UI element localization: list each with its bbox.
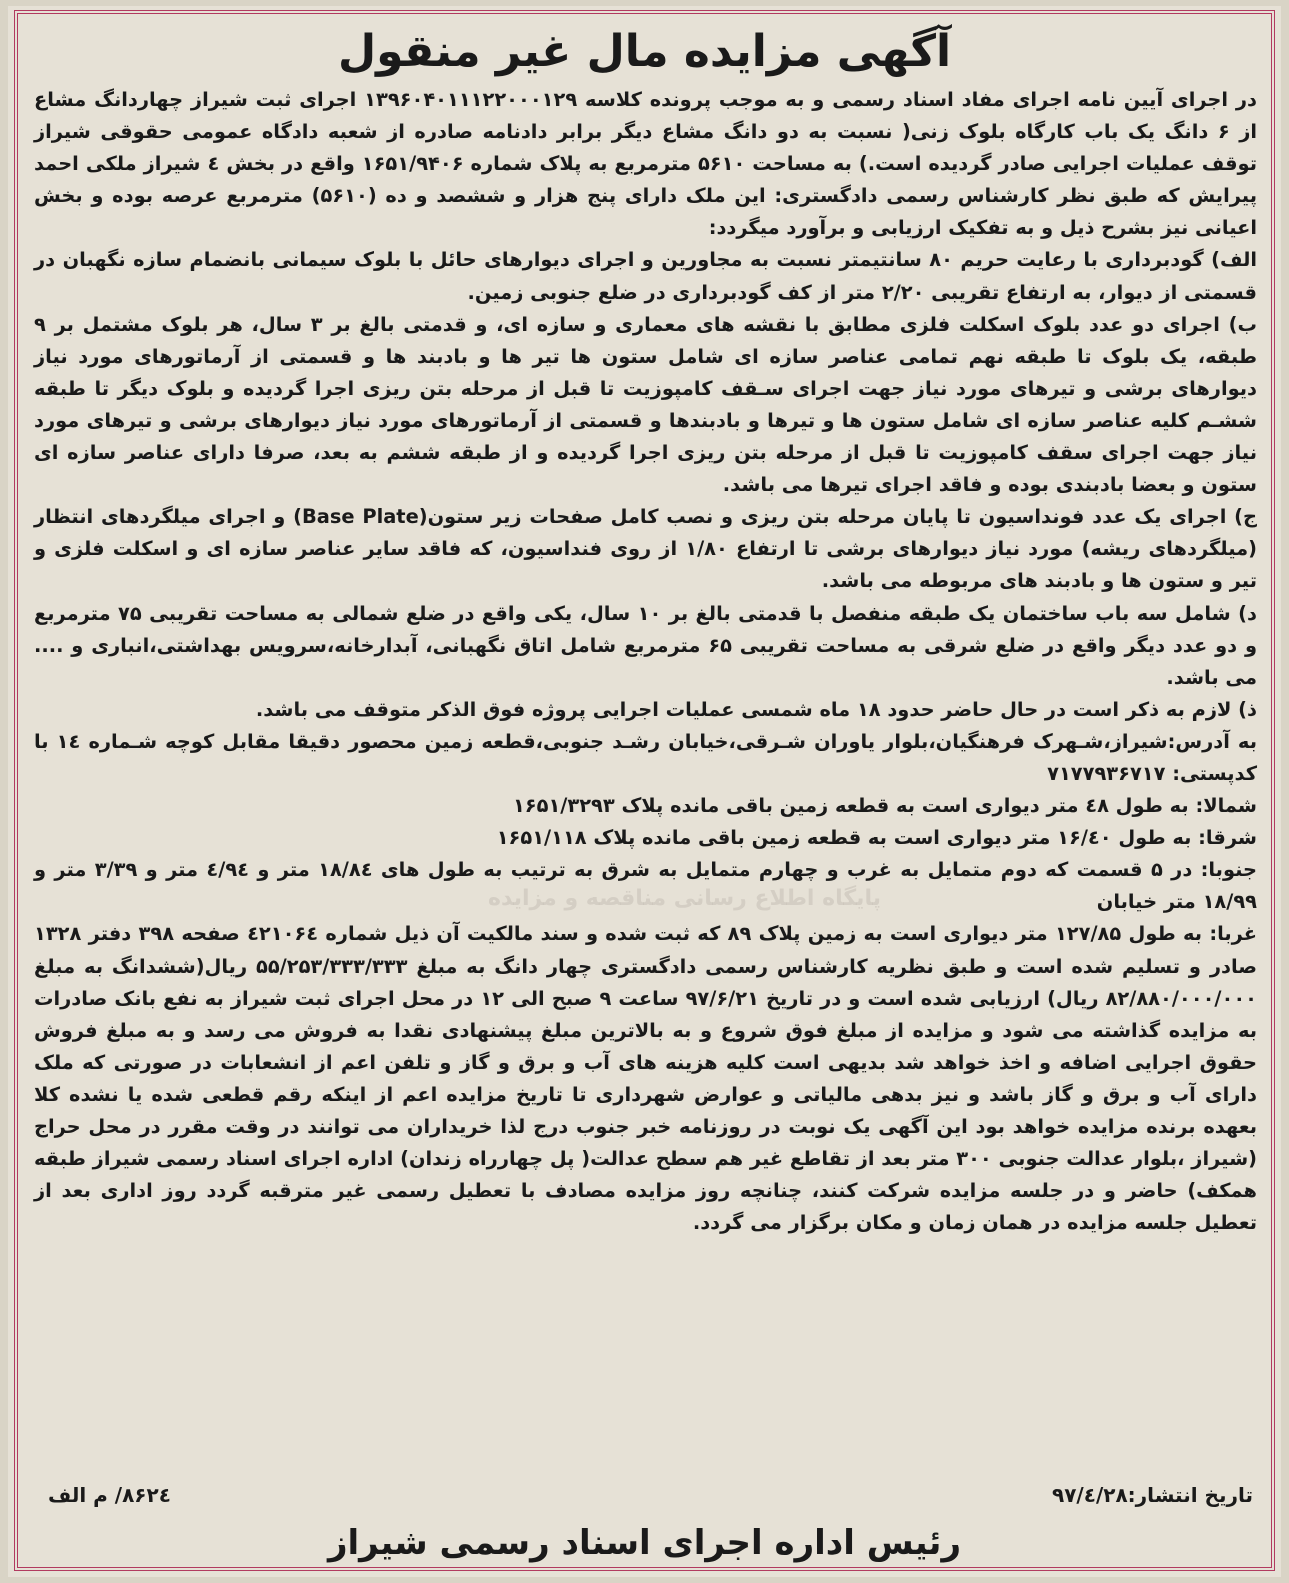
ad-code: ۸۶۲٤/ م الف	[48, 1483, 171, 1507]
newspaper-clipping	[8, 6, 1281, 1577]
boundary-east: شرقا: به طول ۱۶/٤٠ متر دیواری است به قطعه زمین باقی مانده پلاک ۱۶۵۱/۱۱۸	[496, 826, 1257, 850]
paragraph-address: به آدرس:شیراز،شـهرک فرهنگیان،بلوار یاوران شـرقی،خیابان رشـد جنوبی،قطعه زمین محصور دقیقا مقابل کوچه شـماره ١٤ با کدپستی: ۷۱۷۷۹۳۶۷۱۷	[34, 729, 1257, 785]
signature-line: رئیس اداره اجرای اسناد رسمی شیراز	[327, 1523, 962, 1563]
boundary-north: شمالا: به طول ٤٨ متر دیواری است به قطعه زمین باقی مانده پلاک ۱۶۵۱/۳۲۹۳	[512, 794, 1257, 818]
boundary-west-and-terms: غربا: به طول ۱۲۷/۸۵ متر دیواری است به زمین پلاک ۸۹ که ثبت شده و سند مالکیت آن ذیل شماره ٤۲۱۰۶٤ صفحه ۳۹۸ دفتر ۱۳۲۸ صادر و تسلیم شده است و طبق نظریه کارشناس رسمی دادگستری چهار دانگ به مبلغ ۵۵/۲۵۳/۳۳۳/۳۳۳ ریال(ششدانگ به مبلغ ۸۲/۸۸۰/۰۰۰/۰۰۰ ریال) ارزیابی شده است و در تاریخ ۹۷/۶/۲۱ ساعت ۹ صبح الی ۱۲ در محل اجرای ثبت شیراز به نفع بانک صادرات به مزایده گذاشته می شود و مزایده از مبلغ فوق شروع و به بالاترین مبلغ پیشنهادی نقدا به فروش می رسد و به مبلغ فروش حقوق اجرایی اضافه و اخذ خواهد شد بدیهی است کلیه هزینه های آب و برق و گاز و تلفن اعم از انشعابات در صورتی که ملک دارای آب و برق و گاز باشد و نیز بدهی مالیاتی و عوارض شهرداری تا تاریخ مزایده اعم از اینکه رقم قطعی شده یا نشده کلا بعهده برنده مزایده خواهد بود این آگهی یک نوبت در روزنامه خبر جنوب درج لذا خریداران می توانند در وقت مقرر در محل حراج (شیراز ،بلوار عدالت جنوبی ۳۰۰ متر بعد از تقاطع غیر هم سطح عدالت( پل چهارراه زندان) اداره اجرای اسناد رسمی شیراز طبقه همکف) حاضر و در جلسه مزایده شرکت کنند، چنانچه روز مزایده مصادف با تعطیل رسمی غیر مترقبه گردد روز اداری بعد از تعطیل جلسه مزایده در همان زمان و مکان برگزار می گردد.	[34, 922, 1258, 1235]
notice-body	[34, 84, 1257, 1239]
boundary-south: جنوبا: در ۵ قسمت که دوم متمایل به غرب و چهارم متمایل به شرق به ترتیب به طول های ۱۸/۸٤ متر و ٤/۹٤ متر و ۳/۳۹ متر و ۱۸/۹۹ متر خیابان	[34, 858, 1258, 914]
paragraph-intro: در اجرای آیین نامه اجرای مفاد اسناد رسمی و به موجب پرونده کلاسه ۱۳۹۶۰۴۰۱۱۱۲۲۰۰۰۱۲۹ اجرای ثبت شیراز چهاردانگ مشاع از ۶ دانگ یک باب کارگاه بلوک زنی( نسبت به دو دانگ مشاع دیگر برابر دادنامه صادره از شعبه دادگاه عمومی حقوقی شیراز توقف عملیات اجرایی صادر گردیده است.) به مساحت ۵۶۱۰ مترمربع به پلاک شماره ۱۶۵۱/۹۴۰۶ واقع در بخش ٤ شیراز ملکی احمد پیرایش که طبق نظر کارشناس رسمی دادگستری: این ملک دارای پنج هزار و ششصد و ده (۵۶۱۰) مترمربع عرصه بوده و بخش اعیانی نیز بشرح ذیل و به تفکیک ارزیابی و برآورد میگردد:	[34, 88, 1258, 240]
paragraph-be: ب) اجرای دو عدد بلوک اسکلت فلزی مطابق با نقشه های معماری و سازه ای، و قدمتی بالغ بر ۳ سال، هر بلوک مشتمل بر ۹ طبقه، یک بلوک تا طبقه نهم تمامی عناصر سازه ای شامل ستون ها تیر ها و بادبند ها و قسمتی از آرماتورهای مورد نیاز دیوارهای برشی و تیرهای مورد نیاز جهت اجرای سـقف کامپوزیت تا قبل از مرحله بتن ریزی اجرا گردیده و بلوک دیگر تا طبقه ششـم کلیه عناصر سازه ای شامل ستون ها و تیرها و بادبندها و قسمتی از آرماتورهای مورد نیاز دیوارهای برشی و تیرهای مورد نیاز جهت اجرای سقف کامپوزیت تا قبل از مرحله بتن ریزی اجرا گردیده و از طبقه ششم به بعد، صرفا دارای عناصر سازه ای ستون و بعضا بادبندی بوده و فاقد اجرای تیرها می باشد.	[34, 312, 1257, 497]
paragraph-jim: ج) اجرای یک عدد فونداسیون تا پایان مرحله بتن ریزی و نصب کامل صفحات زیر ستون(Base Plate) و اجرای میلگردهای انتظار (میلگردهای ریشه) مورد نیاز دیوارهای برشی تا ارتفاع ۱/۸۰ از روی فنداسیون، که فاقد سایر عناصر سازه ای و اسکلت فلزی و تیر و ستون ها و بادبند های مربوطه می باشد.	[34, 505, 1257, 593]
paragraph-alef: الف) گودبرداری با رعایت حریم ۸۰ سانتیمتر نسبت به مجاورین و اجرای دیوارهای حائل با بلوک سیمانی بانضمام سازه نگهبان در قسمتی از دیوار، به ارتفاع تقریبی ۲/۲۰ متر از کف گودبرداری در ضلع جنوبی زمین.	[34, 248, 1257, 304]
paragraph-dal: د) شامل سه باب ساختمان یک طبقه منفصل با قدمتی بالغ بر ۱۰ سال، یکی واقع در ضلع شمالی به مساحت تقریبی ۷۵ مترمربع و دو عدد دیگر واقع در ضلع شرقی به مساحت تقریبی ۶۵ مترمربع شامل اتاق نگهبانی، آبدارخانه،سرویس بهداشتی،انباری و .... می باشد.	[34, 601, 1257, 689]
publish-date: تاریخ انتشار:۹۷/٤/۲۸	[1052, 1483, 1253, 1507]
notice-title: آگهی مزایده مال غیر منقول	[337, 26, 952, 77]
watermark-text: پایگاه اطلاع رسانی مناقصه و مزایده	[488, 886, 881, 911]
paragraph-zal: ذ) لازم به ذکر است در حال حاضر حدود ۱۸ ماه شمسی عملیات اجرایی پروژه فوق الذکر متوقف می باشد.	[255, 697, 1257, 721]
